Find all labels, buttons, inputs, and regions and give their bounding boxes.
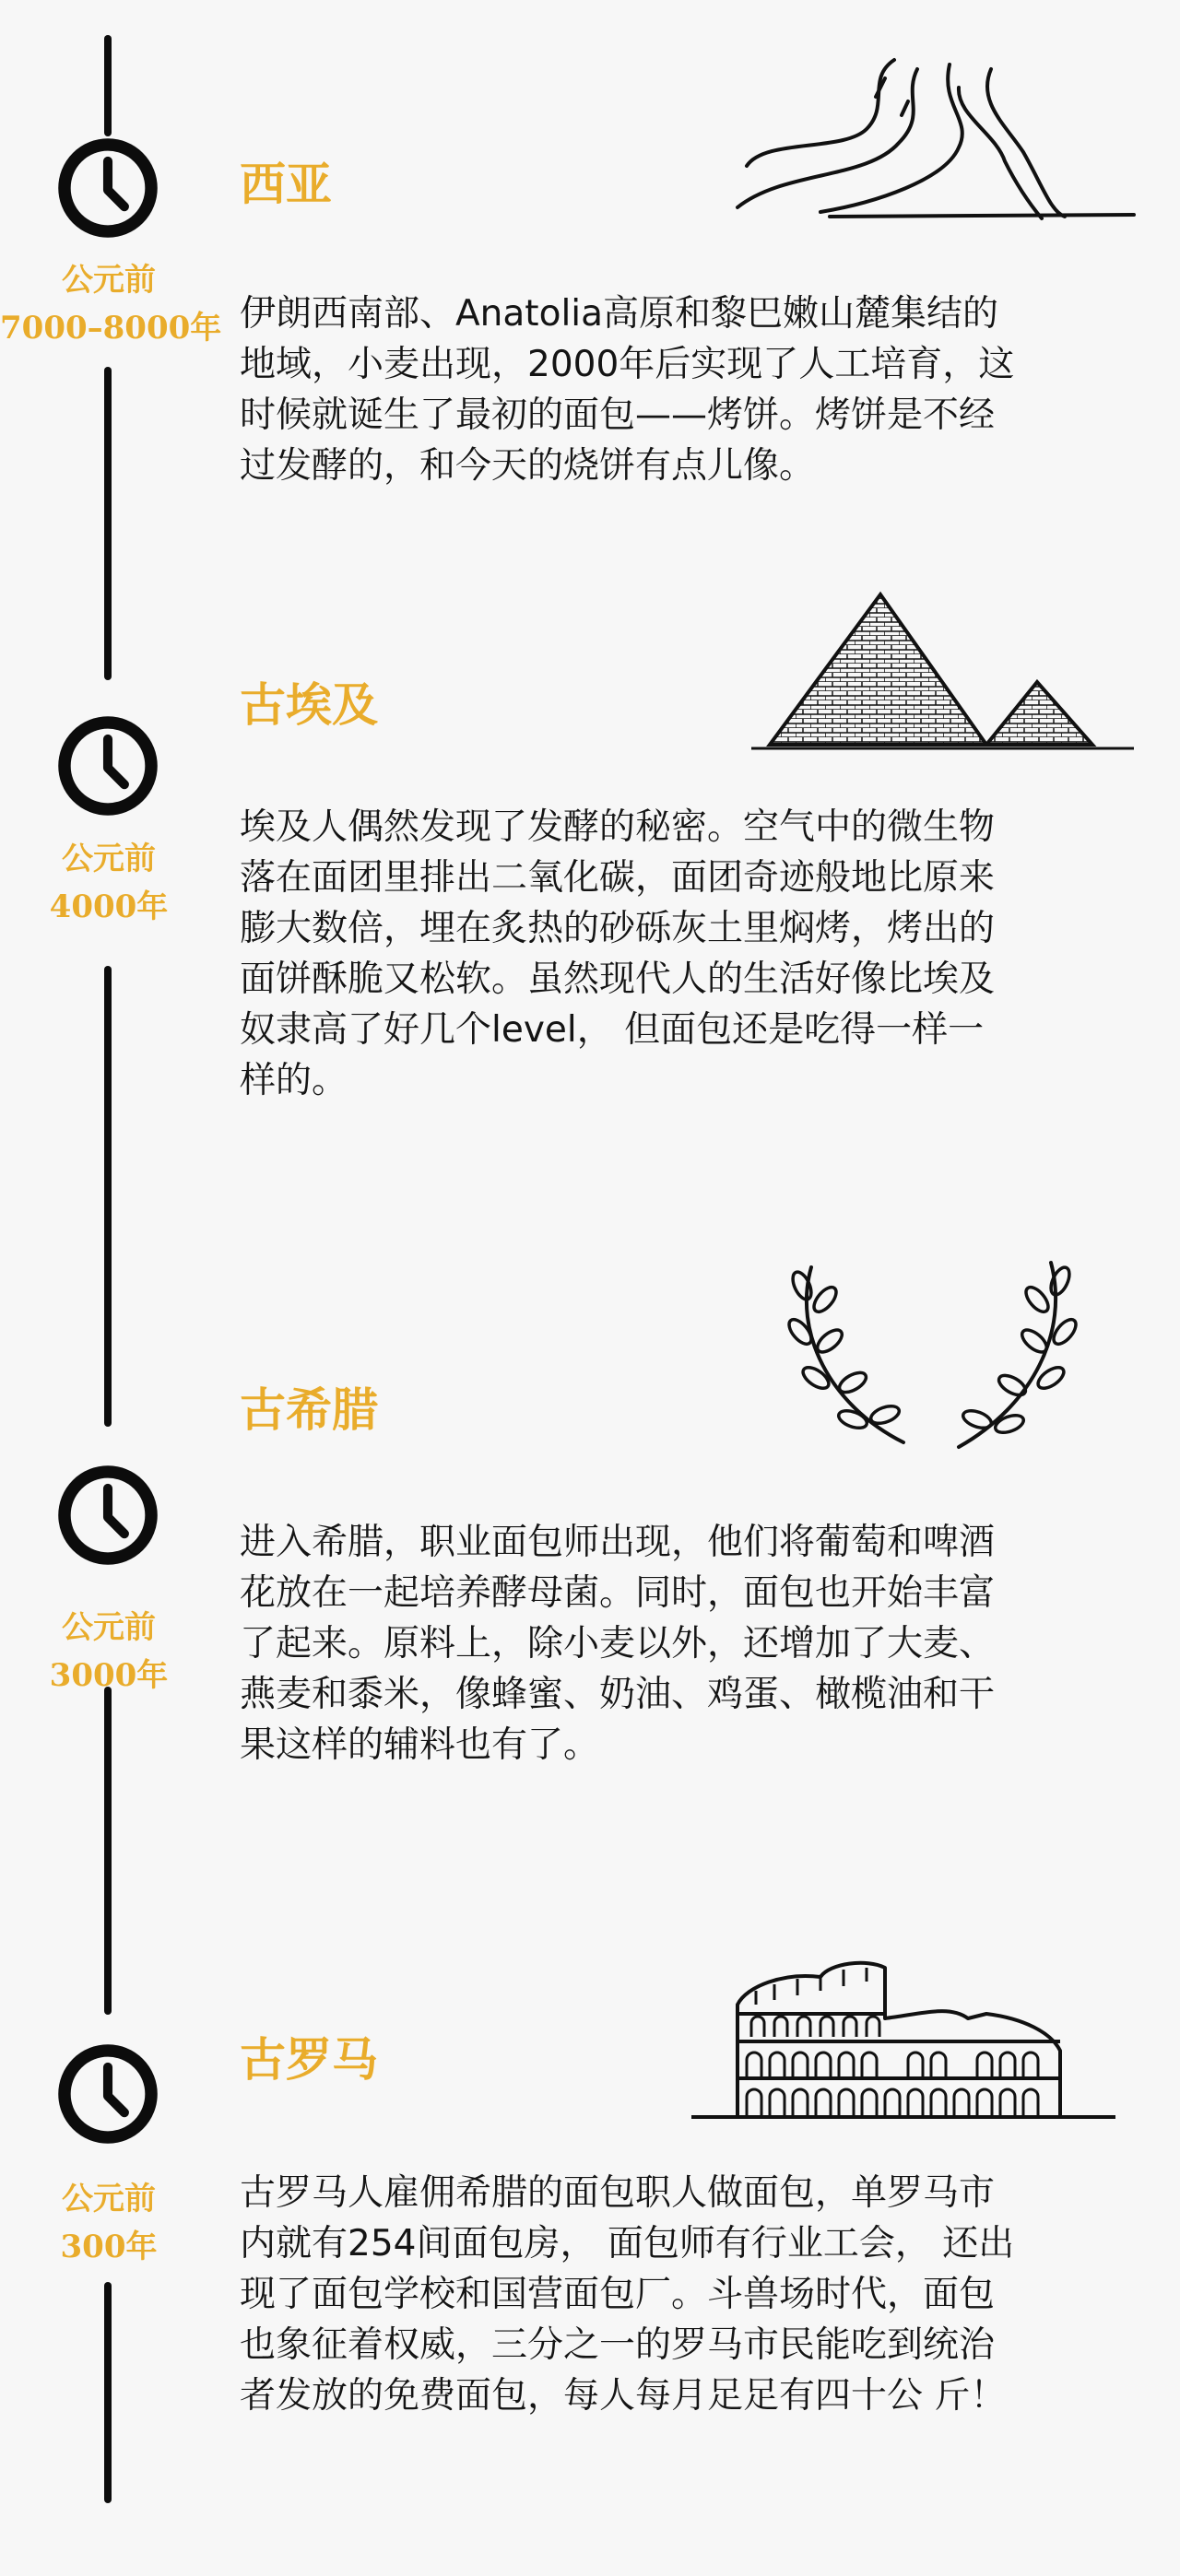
date-label xyxy=(0,256,222,352)
date-label xyxy=(0,835,218,931)
clock-icon xyxy=(56,136,159,240)
clock-icon xyxy=(56,2042,159,2146)
timeline-line-segment xyxy=(104,35,112,136)
timeline-line-segment xyxy=(104,1687,112,2015)
region-title: 古希腊 xyxy=(240,1383,378,1437)
laurel-wreath-illustration xyxy=(774,1249,1088,1470)
pyramids-illustration xyxy=(751,590,1139,756)
region-title: 西亚 xyxy=(240,158,332,211)
region-title: 古罗马 xyxy=(240,2033,378,2087)
date-line-1: 公元前 xyxy=(62,841,156,877)
date-line-1: 公元前 xyxy=(62,2181,156,2217)
region-description: 古罗马人雇佣希腊的面包职人做面包，单罗马市 内就有254间面包房， 面包师有行业工会， 还出 现了面包学校和国营面包厂。斗兽场时代，面包 也象征着权威，三分之一的罗马市民能吃到统治 者发放的免费面包，每人每月足足有四十公 斤！ xyxy=(240,2172,1015,2417)
date-line-2: 3000年 xyxy=(49,1657,169,1694)
date-label xyxy=(0,1604,218,1700)
timeline-line-segment xyxy=(104,966,112,1427)
region-description: 进入希腊，职业面包师出现，他们将葡萄和啤酒 花放在一起培养酵母菌。同时，面包也开始丰富 了起来。原料上，除小麦以外，还增加了大麦、 燕麦和黍米，像蜂蜜、奶油、鸡蛋、橄榄油和干 果这样的辅料也有了。 xyxy=(240,1522,996,1766)
region-title: 古埃及 xyxy=(240,678,378,732)
timeline-line-segment xyxy=(104,367,112,680)
region-description: 埃及人偶然发现了发酵的秘密。空气中的微生物 落在面团里排出二氧化碳，面团奇迹般地比原来 膨大数倍，埋在炙热的砂砾灰土里焖烤，烤出的 面饼酥脆又松软。虽然现代人的生活好像比埃及 奴隶高了好几个level， 但面包还是吃得一样一 样的。 xyxy=(240,806,996,1101)
date-line-2: 4000年 xyxy=(49,888,169,925)
timeline-line-segment xyxy=(104,2282,112,2503)
region-description: 伊朗西南部、Anatolia高原和黎巴嫩山麓集结的 地域，小麦出现，2000年后实现了人工培育，这 时候就诞生了最初的面包——烤饼。烤饼是不经 过发酵的，和今天的烧饼有点儿像。 xyxy=(240,293,1015,487)
date-line-2: 300年 xyxy=(60,2229,158,2265)
river-illustration xyxy=(728,51,1143,226)
clock-icon xyxy=(56,1464,159,1567)
date-line-1: 公元前 xyxy=(62,1609,156,1646)
date-line-2: 7000–8000年 xyxy=(0,310,222,347)
clock-icon xyxy=(56,714,159,817)
date-line-1: 公元前 xyxy=(62,262,156,299)
date-label xyxy=(0,2175,218,2271)
colosseum-illustration xyxy=(682,1949,1125,2129)
